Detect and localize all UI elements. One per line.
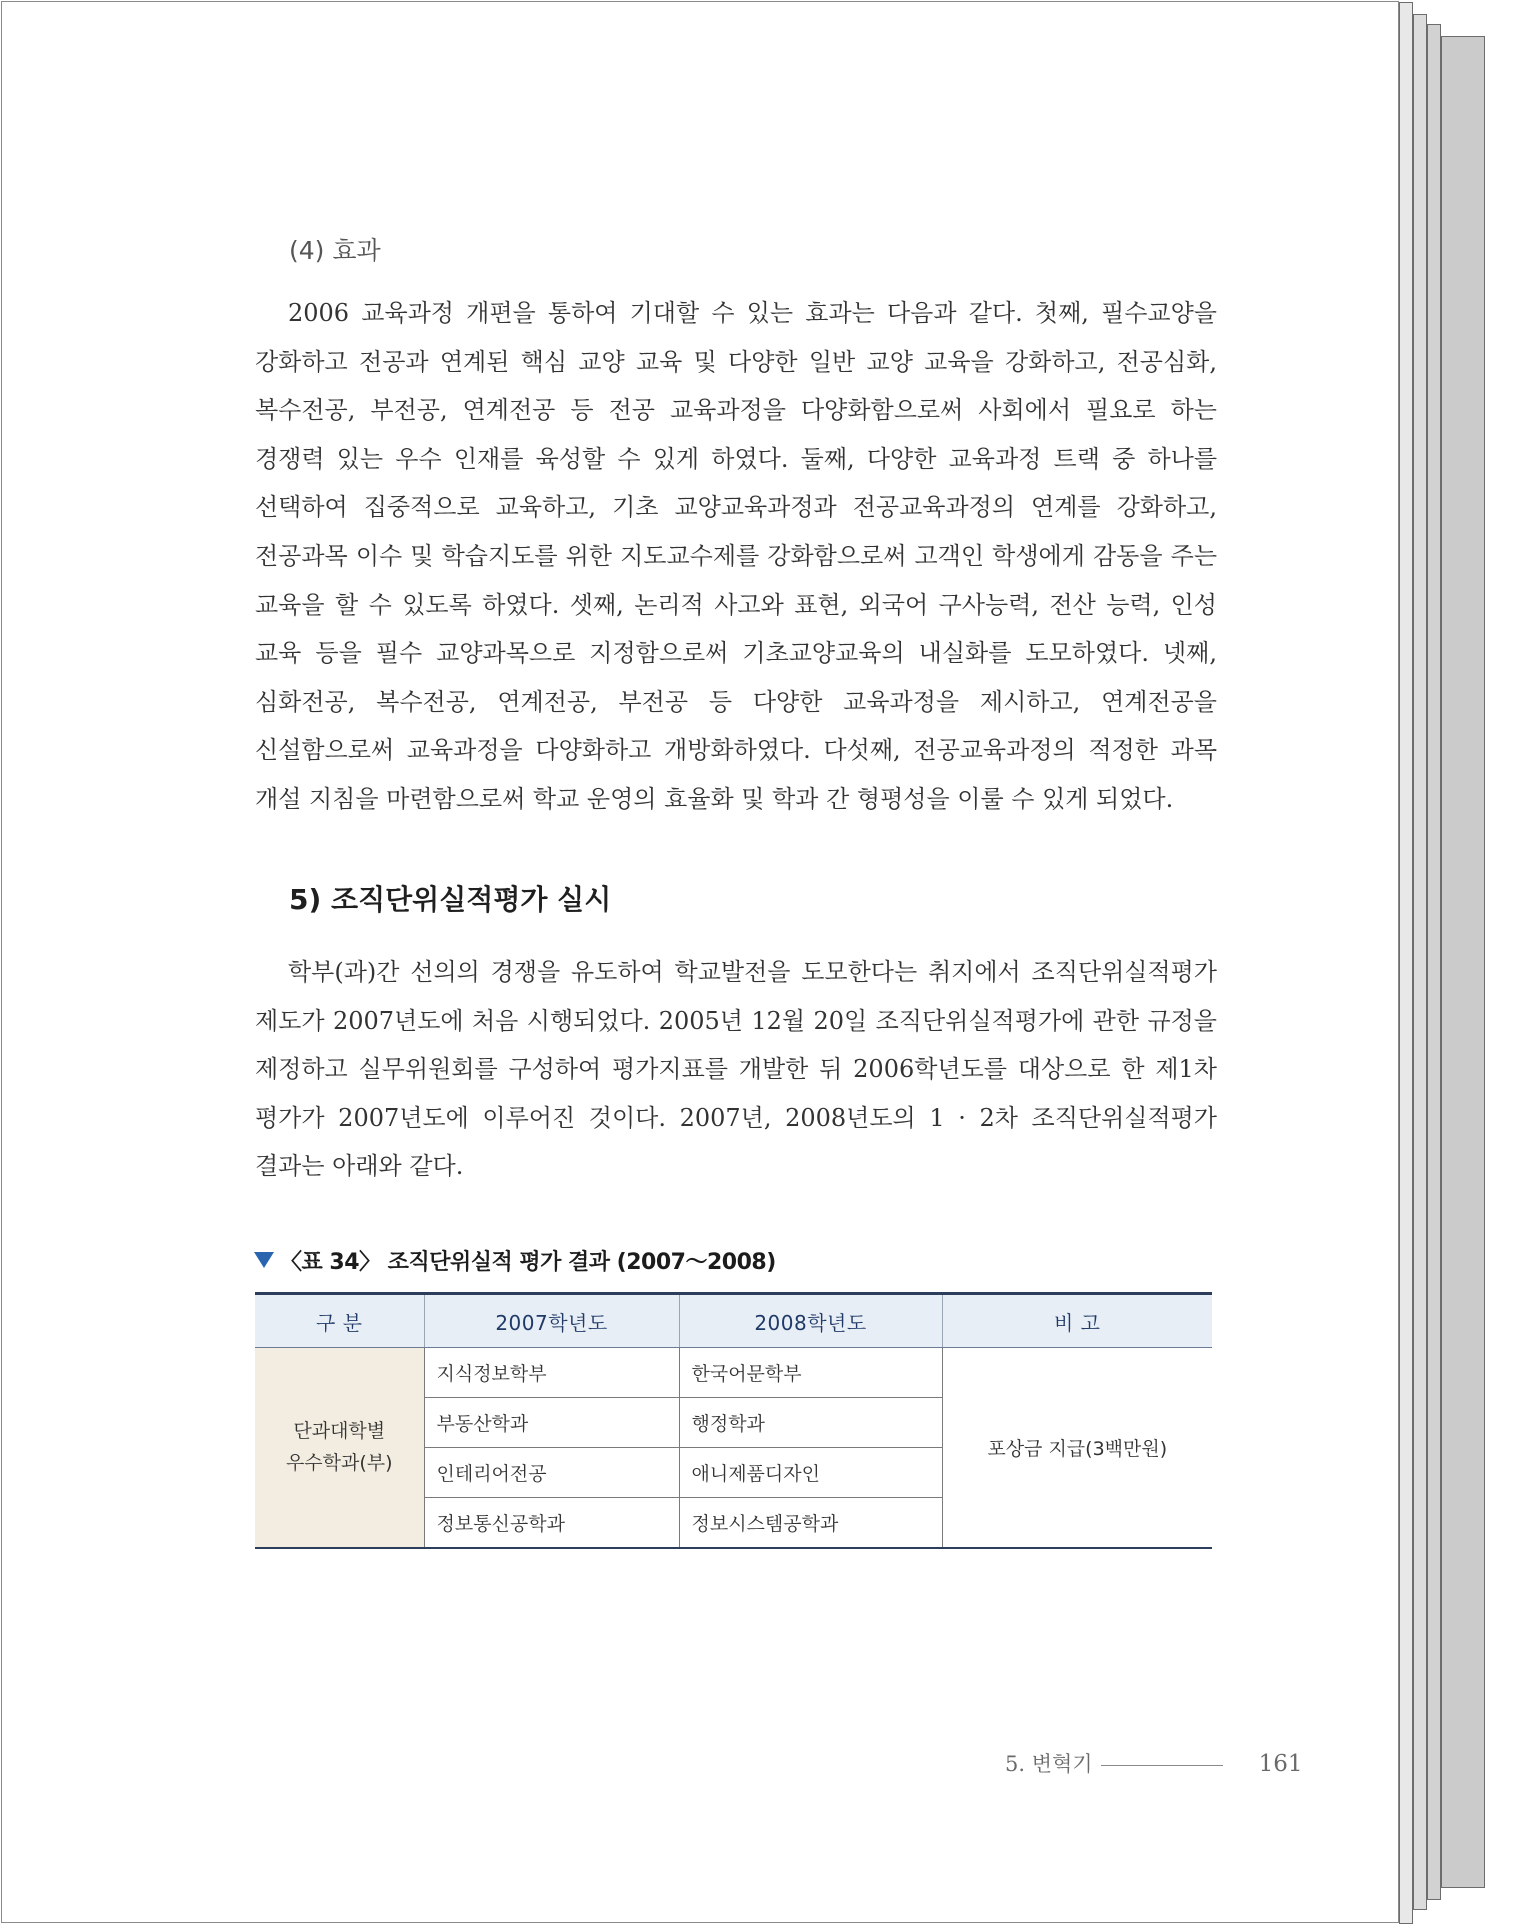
header-note: 비 고 [942, 1294, 1212, 1348]
section-4-paragraph: 2006 교육과정 개편을 통하여 기대할 수 있는 효과는 다음과 같다. 첫째, 필수교양을 강화하고 전공과 연계된 핵심 교양 교육 및 다양한 일반 교양 교육을 강화하고, 전공심화, 복수전공, 부전공, 연계전공 등 전공 교육과정을 다양화함으로써 사회에서 필요로 하는 경쟁력 있는 우수 인재를 육성할 수 있게 하였다. 둘째, 다양한 교육과정 트랙 중 하나를 선택하여 집중적으로 교육하고, 기초 교양교육과정과 전공교육과정의 연계를 강화하고, 전공과목 이수 및 학습지도를 위한 지도교수제를 강화함으로써 고객인 학생에게 감동을 주는 교육을 할 수 있도록 하였다. 셋째, 논리적 사고와 표현, 외국어 구사능력, 전산 능력, 인성 교육 등을 필수 교양과목으로 지정함으로써 기초교양교육의 내실화를 도모하였다. 넷째, 심화전공, 복수전공, 연계전공, 부전공 등 다양한 교육과정을 제시하고, 연계전공을 신설함으로써 교육과정을 다양화하고 개방화하였다. 다섯째, 전공교육과정의 적정한 과목 개설 지침을 마련함으로써 학교 운영의 효율화 및 학과 간 형평성을 이룰 수 있게 되었다. [255, 299, 1217, 813]
footer-rule [1101, 1765, 1223, 1766]
triangle-down-icon [254, 1252, 274, 1268]
table-row [255, 1348, 1212, 1398]
table-caption-text: 〈표 34〉 조직단위실적 평가 결과 (2007～2008) [280, 1250, 776, 1275]
section-5-paragraph: 학부(과)간 선의의 경쟁을 유도하여 학교발전을 도모한다는 취지에서 조직단위실적평가 제도가 2007년도에 처음 시행되었다. 2005년 12월 20일 조직단위실적평가에 관한 규정을 제정하고 실무위원회를 구성하여 평가지표를 개발한 뒤 2006학년도를 대상으로 한 제1차 평가가 2007년도에 이루어진 것이다. 2007년, 2008년도의 1 · 2차 조직단위실적평가 결과는 아래와 같다. [255, 958, 1217, 1181]
cell-2008: 정보시스템공학과 [679, 1498, 942, 1548]
chapter-label: 5. 변혁기 [1005, 1752, 1093, 1776]
section-4-heading: (4) 효과 [289, 236, 381, 265]
page-number: 161 [1258, 1751, 1303, 1777]
cell-2007: 지식정보학부 [424, 1348, 679, 1398]
cell-2007: 인테리어전공 [424, 1448, 679, 1498]
group-label-line1: 단과대학별 [293, 1420, 386, 1443]
cell-2008: 한국어문학부 [679, 1348, 942, 1398]
page-edge-layer [1399, 2, 1413, 1924]
cell-2008: 애니제품디자인 [679, 1448, 942, 1498]
cell-2007: 정보통신공학과 [424, 1498, 679, 1548]
table-caption [254, 1245, 776, 1276]
group-label-line2: 우수학과(부) [285, 1452, 393, 1475]
header-2007: 2007학년도 [424, 1294, 679, 1348]
section-5-heading: 5) 조직단위실적평가 실시 [289, 883, 612, 916]
group-label-cell [255, 1348, 424, 1548]
table-header-row [255, 1294, 1212, 1348]
header-2008: 2008학년도 [679, 1294, 942, 1348]
cell-2008: 행정학과 [679, 1398, 942, 1448]
book-page-edges [1399, 0, 1537, 1926]
page-footer [1005, 1748, 1302, 1778]
cell-2007: 부동산학과 [424, 1398, 679, 1448]
note-cell: 포상금 지급(3백만원) [942, 1348, 1212, 1548]
page-edge-layer [1413, 14, 1427, 1910]
page-edge-layer [1441, 36, 1485, 1888]
page-edge-layer [1427, 24, 1441, 1900]
header-category: 구 분 [255, 1294, 424, 1348]
evaluation-result-table [255, 1292, 1212, 1549]
